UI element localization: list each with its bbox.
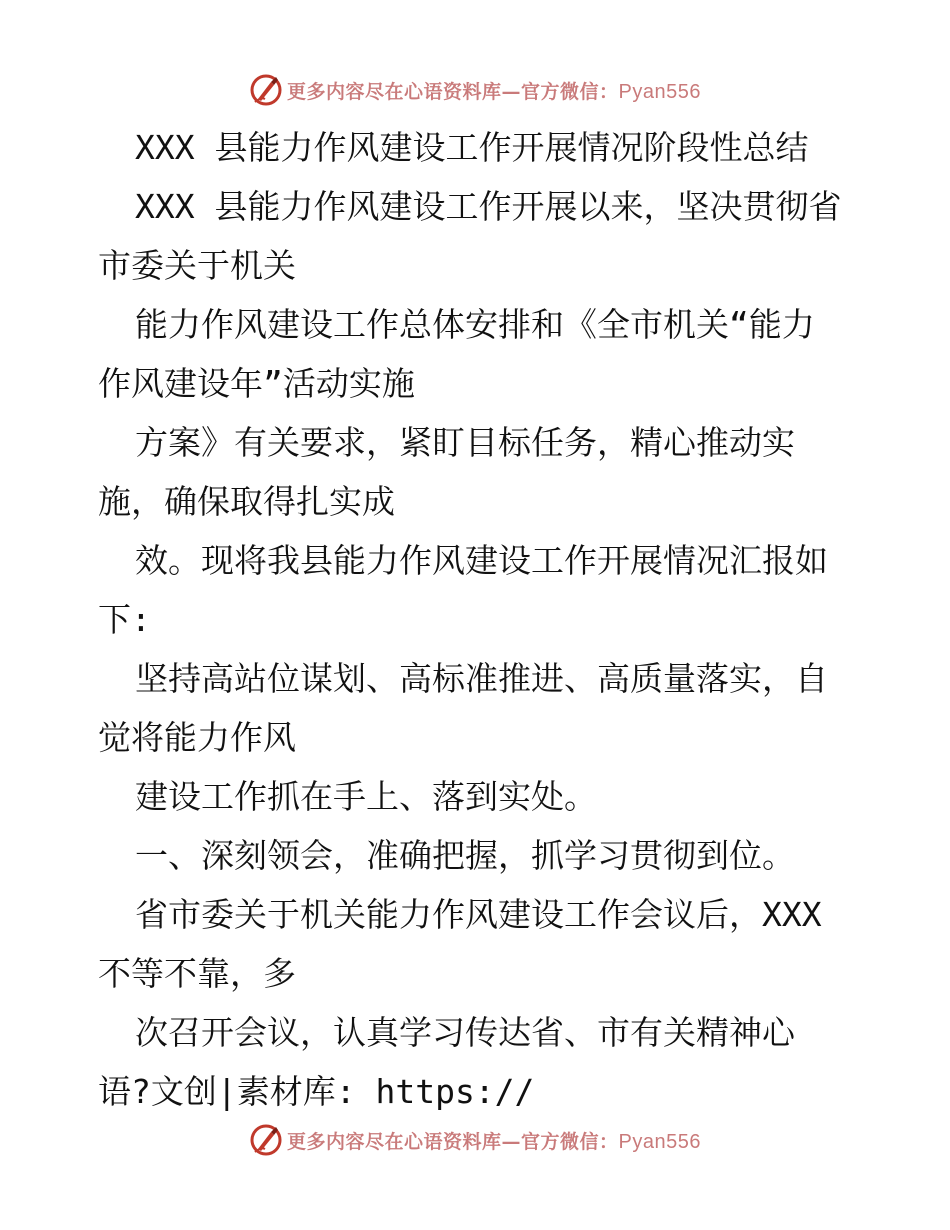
paragraph-line: 省市委关于机关能力作风建设工作会议后，XXX (135, 895, 822, 934)
paragraph-line: 能力作风建设工作总体安排和《全市机关“能力 (135, 305, 815, 344)
document-body (98, 118, 858, 1121)
paragraph-line: 觉将能力作风 (98, 718, 296, 757)
header-banner-text (287, 77, 701, 104)
paragraph-line: 不等不靠，多 (98, 954, 296, 993)
header-banner-label: 更多内容尽在心语资料库—官方微信： (287, 80, 619, 103)
paragraph-line: 语?文创|素材库: https:// (98, 1072, 535, 1111)
header-wechat-id: Pyan556 (618, 80, 701, 103)
quill-logo-icon (249, 1123, 283, 1157)
paragraph-line: 下: (98, 600, 151, 639)
section-heading: 一、深刻领会，准确把握，抓学习贯彻到位。 (135, 836, 795, 875)
footer-banner-text (287, 1127, 701, 1154)
document-title: XXX 县能力作风建设工作开展情况阶段性总结 (135, 128, 809, 167)
paragraph-line: XXX 县能力作风建设工作开展以来，坚决贯彻省 (135, 187, 842, 226)
paragraph-line: 作风建设年”活动实施 (98, 364, 415, 403)
header-banner (0, 70, 950, 110)
footer-banner (0, 1120, 950, 1160)
paragraph-line: 方案》有关要求，紧盯目标任务，精心推动实 (135, 423, 795, 462)
paragraph-line: 建设工作抓在手上、落到实处。 (135, 777, 597, 816)
paragraph-line: 施，确保取得扎实成 (98, 482, 395, 521)
paragraph-line: 市委关于机关 (98, 246, 296, 285)
paragraph-line: 次召开会议，认真学习传达省、市有关精神心 (135, 1013, 795, 1052)
paragraph-line: 效。现将我县能力作风建设工作开展情况汇报如 (135, 541, 828, 580)
paragraph-line: 坚持高站位谋划、高标准推进、高质量落实，自 (135, 659, 828, 698)
quill-logo-icon (249, 73, 283, 107)
footer-banner-label: 更多内容尽在心语资料库—官方微信： (287, 1130, 619, 1153)
footer-wechat-id: Pyan556 (618, 1130, 701, 1153)
